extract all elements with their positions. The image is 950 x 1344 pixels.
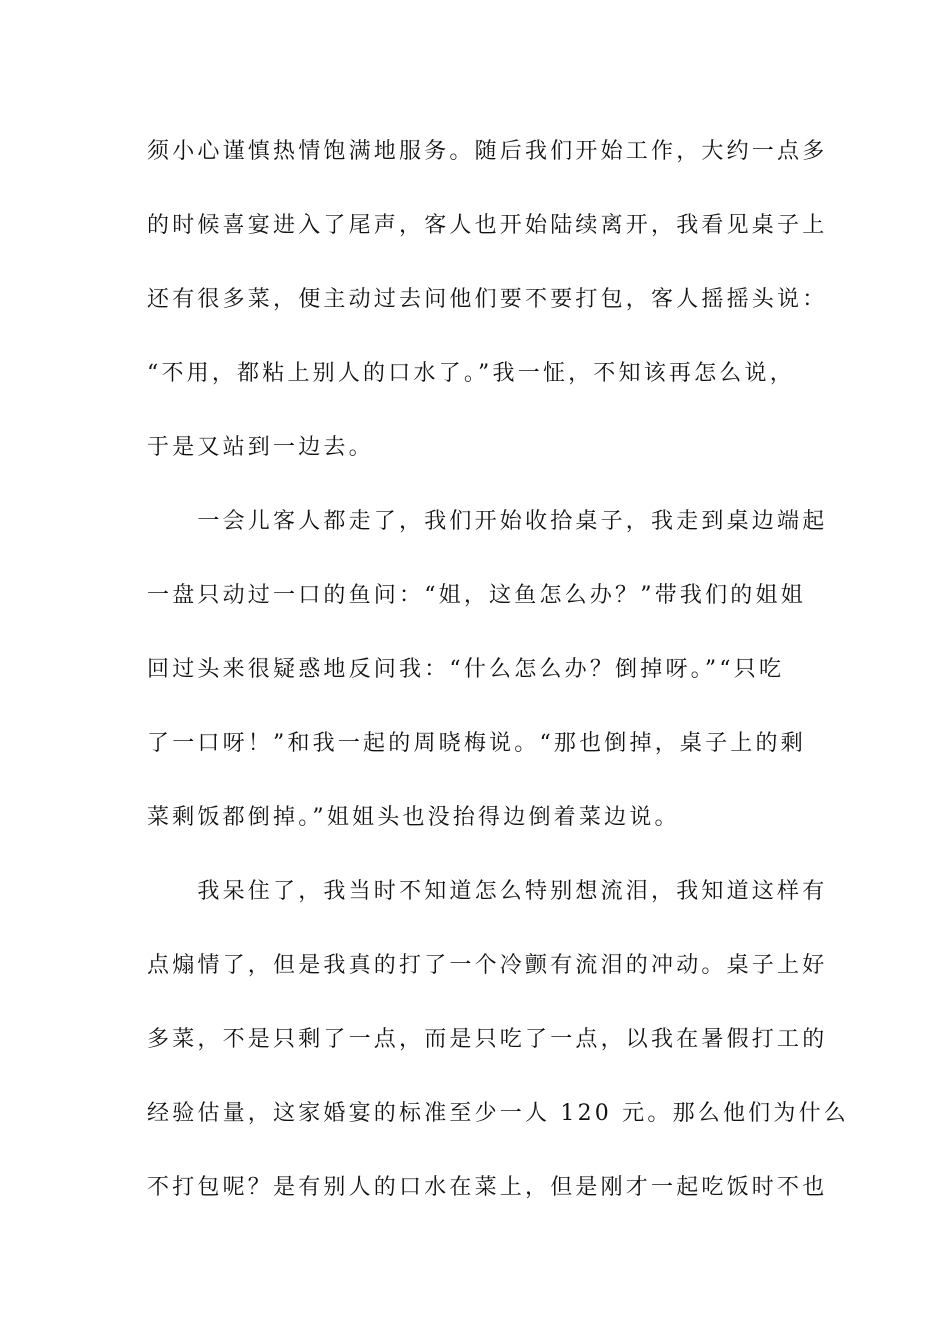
text-line: “不用，都粘上别人的口水了。”我一怔，不知该再怎么说，: [147, 361, 795, 386]
text-line: 点煽情了，但是我真的打了一个冷颤有流泪的冲动。桌子上好: [147, 953, 828, 978]
text-line: 须小心谨慎热情饱满地服务。随后我们开始工作，大约一点多: [147, 139, 828, 164]
text-line: 多菜，不是只剩了一点，而是只吃了一点，以我在暑假打工的: [147, 1027, 828, 1052]
body-text: [147, 128, 849, 1238]
text-line: 菜剩饭都倒掉。”姐姐头也没抬得边倒着菜边说。: [147, 805, 680, 830]
text-line: 回过头来很疑惑地反问我：“什么怎么办？倒掉呀。”“只吃: [147, 657, 785, 682]
text-line: 于是又站到一边去。: [147, 435, 374, 460]
text-line: 经验估量，这家婚宴的标准至少一人 120 元。那么他们为什么: [147, 1101, 849, 1126]
text-line: 一会儿客人都走了，我们开始收拾桌子，我走到桌边端起: [147, 509, 828, 534]
text-line: 还有很多菜，便主动过去问他们要不要打包，客人摇摇头说：: [147, 287, 828, 312]
text-line: 我呆住了，我当时不知道怎么特别想流泪，我知道这样有: [147, 879, 828, 904]
text-line: 一盘只动过一口的鱼问：“姐，这鱼怎么办？”带我们的姐姐: [147, 583, 806, 608]
text-line: 不打包呢？是有别人的口水在菜上，但是刚才一起吃饭时不也: [147, 1175, 828, 1200]
text-line: 了一口呀！”和我一起的周晓梅说。“那也倒掉，桌子上的剩: [147, 731, 806, 756]
text-line: 的时候喜宴进入了尾声，客人也开始陆续离开，我看见桌子上: [147, 213, 828, 238]
